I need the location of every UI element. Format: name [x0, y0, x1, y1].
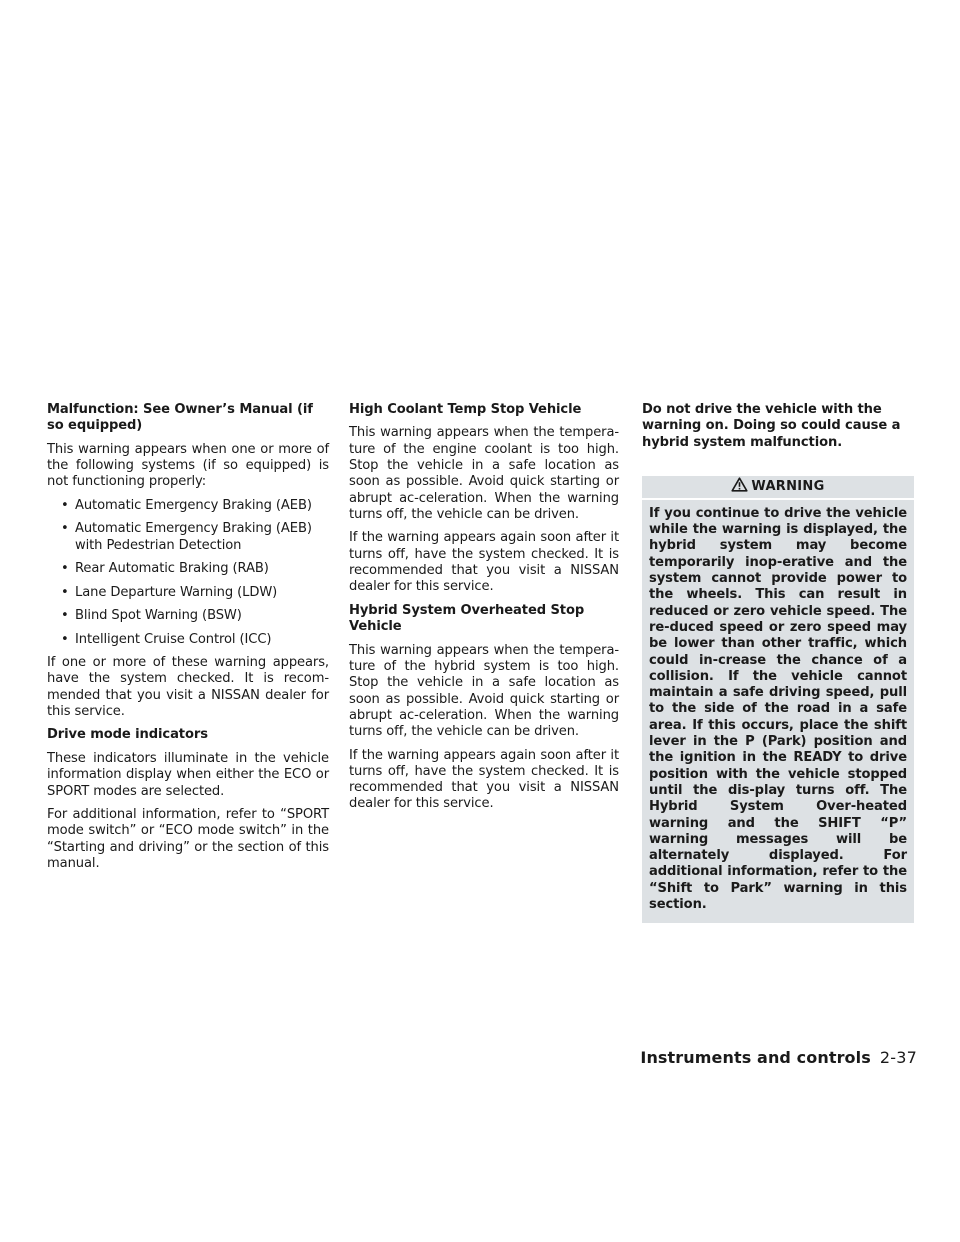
list-item: • Automatic Emergency Braking (AEB): [61, 497, 312, 513]
paragraph-hybrid-overheat: This warning appears when the tempera-ture of the hybrid system is too high. Stop the vehicle in a safe location as soon as possible. Avoid quick starting or abrupt ac-celeration. When the warning turns off, the vehicle can be driven.: [349, 642, 619, 740]
paragraph-malfunction-intro: This warning appears when one or more of the following systems (if so equipped) is not functioning properly:: [47, 441, 329, 490]
paragraph-drive-mode: These indicators illuminate in the vehicle information display when either the ECO or SPORT modes are selected.: [47, 750, 329, 799]
column-left: [47, 402, 329, 879]
bullet-icon: •: [61, 521, 69, 537]
list-item: • Blind Spot Warning (BSW): [61, 608, 242, 624]
heading-drive-mode: Drive mode indicators: [47, 727, 208, 743]
bullet-icon: •: [61, 497, 69, 513]
page-footer: [640, 1048, 917, 1067]
warning-triangle-icon: [731, 477, 751, 496]
bullet-icon: •: [61, 584, 69, 600]
column-right: [642, 402, 914, 923]
paragraph-coolant: This warning appears when the tempera-ture of the engine coolant is too high. Stop the vehicle in a safe location as soon as possible. Avoid quick starting or abrupt ac-celeration. When the warning turns off, the vehicle can be driven.: [349, 425, 619, 522]
section-title: Instruments and controls: [640, 1048, 871, 1067]
heading-coolant: High Coolant Temp Stop Vehicle: [349, 402, 582, 417]
warning-body: If you continue to drive the vehicle while the warning is displayed, the hybrid system may become temporarily inop-erative and the system cannot provide power to the wheels. This can result in reduced or zero vehicle speed. The re-duced speed or zero speed may be lower than other traffic, which could in-crease the chance of a collision. If the vehicle cannot maintain a safe driving speed, pull to the side of the road in a safe area. If this occurs, place the shift lever in the P (Park) position and the ignition in the READY to drive position with the vehicle stopped until the dis-play turns off. The Hybrid System Over-heated warning and the SHIFT “P” warning messages will be alternately displayed. For additional information, refer to the “Shift to Park” warning in this section.: [649, 505, 907, 913]
page-number: 2-37: [879, 1048, 917, 1067]
bullet-icon: •: [61, 561, 69, 577]
bullet-icon: •: [61, 631, 69, 647]
column-middle: [349, 402, 619, 820]
heading-malfunction: Malfunction: See Owner’s Manual (if so equipped): [47, 402, 313, 434]
list-item: • Rear Automatic Braking (RAB): [61, 561, 269, 577]
systems-list: [47, 498, 329, 648]
caution-text: Do not drive the vehicle with the warning on. Doing so could cause a hybrid system malfunction.: [642, 402, 901, 450]
list-item: • Automatic Emergency Braking (AEB) with Pedestrian Detection: [61, 521, 312, 553]
warning-title: WARNING: [751, 479, 825, 495]
paragraph-drive-mode-reference: For additional information, refer to “SPORT mode switch” or “ECO mode switch” in the “Starting and driving” or the section of this manual.: [47, 807, 329, 871]
paragraph-malfunction-service: If one or more of these warning appears, have the system checked. It is recom-mended that you visit a NISSAN dealer for this service.: [47, 655, 329, 719]
list-item: • Lane Departure Warning (LDW): [61, 584, 278, 600]
heading-hybrid-overheat: Hybrid System Overheated Stop Vehicle: [349, 602, 585, 635]
bullet-icon: •: [61, 608, 69, 624]
warning-box: [642, 476, 914, 923]
paragraph-hybrid-service: If the warning appears again soon after it turns off, have the system checked. It is recommended that you visit a NISSAN dealer for this service.: [349, 747, 619, 812]
paragraph-coolant-service: If the warning appears again soon after it turns off, have the system checked. It is recommended that you visit a NISSAN dealer for this service.: [349, 530, 619, 595]
warning-header: [642, 476, 914, 500]
list-item: • Intelligent Cruise Control (ICC): [61, 631, 272, 647]
